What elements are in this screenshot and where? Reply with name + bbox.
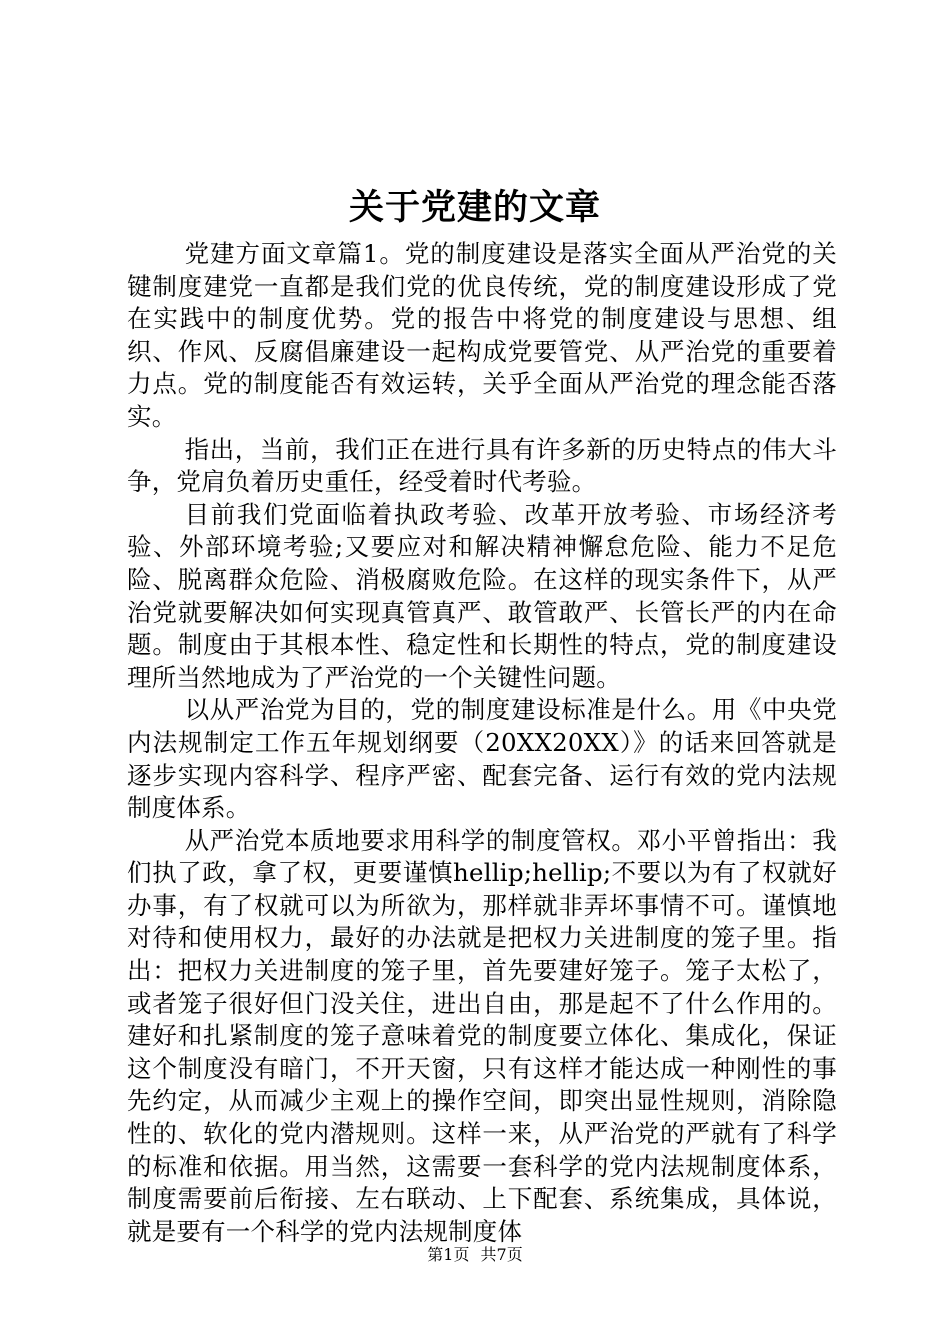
paragraph: 党建方面文章篇1。党的制度建设是落实全面从严治党的关键制度建党一直都是我们党的优良传统，党的制度建设形成了党在实践中的制度优势。党的报告中将党的制度建设与思想、组织、作风、反腐倡廉建设一起构成党要管党、从严治党的重要着力点。党的制度能否有效运转，关乎全面从严治党的理念能否落实。 [127,239,837,431]
paragraph: 以从严治党为目的，党的制度建设标准是什么。用《中央党内法规制定工作五年规划纲要（20XX20XX）》的话来回答就是逐步实现内容科学、程序严密、配套完备、运行有效的党内法规制度体系。 [127,695,837,823]
paragraph: 指出，当前，我们正在进行具有许多新的历史特点的伟大斗争，党肩负着历史重任，经受着时代考验。 [127,434,837,497]
page-number: 第1页 [427,1245,470,1264]
page-total: 共7页 [480,1245,523,1264]
document-title: 关于党建的文章 [348,188,601,228]
paragraph: 目前我们党面临着执政考验、改革开放考验、市场经济考验、外部环境考验;又要应对和解决精神懈怠危险、能力不足危险、脱离群众危险、消极腐败危险。在这样的现实条件下，从严治党就要解决如何实现真管真严、敢管敢严、长管长严的内在命题。制度由于其根本性、稳定性和长期性的特点，党的制度建设理所当然地成为了严治党的一个关键性问题。 [127,499,837,692]
paragraph: 从严治党本质地要求用科学的制度管权。邓小平曾指出：我们执了政，拿了权，更要谨慎hellip;hellip;不要以为有了权就好办事，有了权就可以为所欲为，那样就非弄坏事情不可。谨慎地对待和使用权力，最好的办法就是把权力关进制度的笼子里。指出：把权力关进制度的笼子里，首先要建好笼子。笼子太松了，或者笼子很好但门没关住，进出自由，那是起不了什么作用的。建好和扎紧制度的笼子意味着党的制度要立体化、集成化，保证这个制度没有暗门，不开天窗，只有这样才能达成一种刚性的事先约定，从而减少主观上的操作空间，即突出显性规则，消除隐性的、软化的党内潜规则。这样一来，从严治党的严就有了科学的标准和依据。用当然，这需要一套科学的党内法规制度体系，制度需要前后衔接、左右联动、上下配套、系统集成，具体说，就是要有一个科学的党内法规制度体 [127,825,837,1246]
page-footer [0,1244,950,1266]
document-body [127,238,837,1248]
